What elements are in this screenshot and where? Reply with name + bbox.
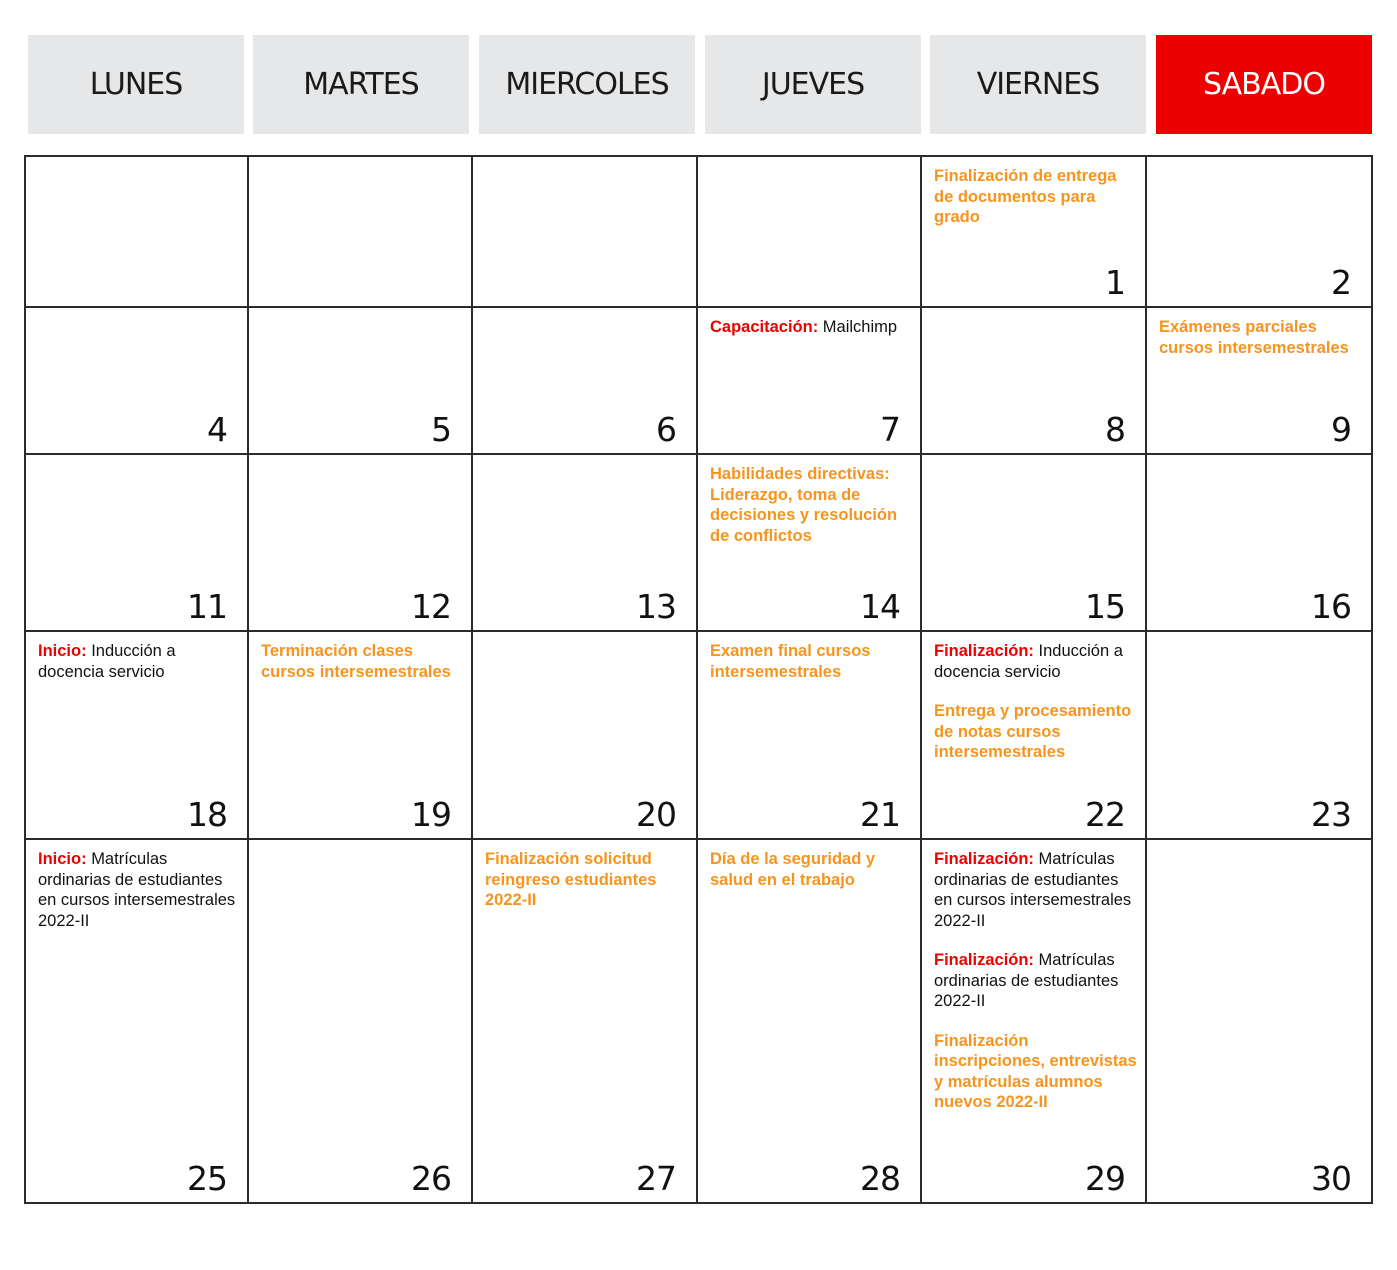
- day-cell-empty[interactable]: [698, 155, 922, 308]
- event-text: Finalización de entrega de documentos para grado: [934, 167, 1117, 226]
- day-number: 9: [1331, 410, 1351, 449]
- calendar-event: [710, 464, 912, 546]
- day-cell-empty[interactable]: [249, 155, 473, 308]
- event-text: Inducción a docencia servicio: [934, 642, 1123, 681]
- event-list: [710, 317, 912, 357]
- day-number: 23: [1311, 795, 1351, 834]
- event-text: Matrículas ordinarias de estudiantes en cursos intersemestrales 2022-II: [38, 850, 236, 930]
- day-cell-18[interactable]: [24, 632, 249, 840]
- day-number: 26: [411, 1159, 451, 1198]
- event-label: Finalización:: [934, 951, 1034, 969]
- calendar-event: [485, 849, 688, 911]
- calendar-event: [38, 641, 239, 682]
- calendar-event: [934, 950, 1137, 1012]
- day-cell-14[interactable]: [698, 455, 922, 632]
- event-label: Finalización:: [934, 642, 1034, 660]
- event-list: [710, 641, 912, 701]
- day-cell-20[interactable]: [473, 632, 698, 840]
- day-cell-29[interactable]: [922, 840, 1147, 1204]
- event-text: Finalización inscripciones, entrevistas y matrículas alumnos nuevos 2022-II: [934, 1031, 1137, 1111]
- event-text: Exámenes parciales cursos intersemestrales: [1159, 318, 1349, 357]
- day-cell-2[interactable]: [1147, 155, 1373, 308]
- calendar-event: [934, 849, 1137, 931]
- day-number: 27: [636, 1159, 676, 1198]
- calendar-event: [934, 1031, 1137, 1113]
- day-number: 15: [1085, 587, 1125, 626]
- weekday-viernes: VIERNES: [930, 35, 1146, 134]
- day-cell-15[interactable]: [922, 455, 1147, 632]
- day-number: 1: [1105, 263, 1125, 302]
- day-number: 20: [636, 795, 676, 834]
- weekday-martes: MARTES: [253, 35, 469, 134]
- day-cell-8[interactable]: [922, 308, 1147, 455]
- day-number: 16: [1311, 587, 1351, 626]
- weekday-jueves: JUEVES: [705, 35, 921, 134]
- day-cell-27[interactable]: [473, 840, 698, 1204]
- day-cell-4[interactable]: [24, 308, 249, 455]
- day-number: 4: [207, 410, 227, 449]
- event-text: Terminación clases cursos intersemestrales: [261, 642, 451, 681]
- event-text: Examen final cursos intersemestrales: [710, 642, 871, 681]
- day-cell-22[interactable]: [922, 632, 1147, 840]
- event-text: Inducción a docencia servicio: [38, 642, 176, 681]
- day-cell-5[interactable]: [249, 308, 473, 455]
- event-label: Inicio:: [38, 850, 87, 868]
- event-list: [710, 464, 912, 565]
- day-cell-11[interactable]: [24, 455, 249, 632]
- day-cell-16[interactable]: [1147, 455, 1373, 632]
- day-number: 11: [187, 587, 227, 626]
- day-number: 30: [1311, 1159, 1351, 1198]
- calendar-event: [710, 641, 912, 682]
- event-text: Día de la seguridad y salud en el trabajo: [710, 850, 876, 889]
- event-text: Matrículas ordinarias de estudiantes en cursos intersemestrales 2022-II: [934, 850, 1132, 930]
- event-label: Finalización:: [934, 850, 1034, 868]
- day-number: 18: [187, 795, 227, 834]
- day-number: 6: [656, 410, 676, 449]
- calendar-grid: [24, 155, 1373, 1204]
- event-list: [934, 641, 1137, 782]
- event-list: [38, 641, 239, 701]
- event-list: [934, 849, 1137, 1132]
- calendar-event: [934, 166, 1137, 228]
- day-number: 28: [860, 1159, 900, 1198]
- event-label: Capacitación:: [710, 318, 819, 336]
- calendar-event: [934, 701, 1137, 763]
- day-cell-26[interactable]: [249, 840, 473, 1204]
- event-list: [710, 849, 912, 909]
- day-cell-12[interactable]: [249, 455, 473, 632]
- day-cell-1[interactable]: [922, 155, 1147, 308]
- day-number: 7: [880, 410, 900, 449]
- event-list: [934, 166, 1137, 247]
- day-cell-30[interactable]: [1147, 840, 1373, 1204]
- day-number: 22: [1085, 795, 1125, 834]
- weekday-header: [0, 0, 1397, 140]
- event-text: Finalización solicitud reingreso estudiantes 2022-II: [485, 850, 657, 909]
- day-number: 25: [187, 1159, 227, 1198]
- calendar-event: [1159, 317, 1363, 358]
- day-number: 12: [411, 587, 451, 626]
- day-number: 19: [411, 795, 451, 834]
- day-number: 8: [1105, 410, 1125, 449]
- event-text: Matrículas ordinarias de estudiantes 2022-II: [934, 951, 1119, 1010]
- day-cell-28[interactable]: [698, 840, 922, 1204]
- day-cell-empty[interactable]: [24, 155, 249, 308]
- event-list: [1159, 317, 1363, 377]
- calendar-event: [710, 317, 912, 338]
- day-number: 13: [636, 587, 676, 626]
- day-cell-21[interactable]: [698, 632, 922, 840]
- day-number: 5: [431, 410, 451, 449]
- weekday-miercoles: MIERCOLES: [479, 35, 695, 134]
- weekday-lunes: LUNES: [28, 35, 244, 134]
- event-label: Inicio:: [38, 642, 87, 660]
- day-cell-25[interactable]: [24, 840, 249, 1204]
- day-number: 21: [860, 795, 900, 834]
- day-cell-9[interactable]: [1147, 308, 1373, 455]
- day-number: 29: [1085, 1159, 1125, 1198]
- event-text: Habilidades directivas: Liderazgo, toma de decisiones y resolución de conflictos: [710, 465, 898, 545]
- day-cell-7[interactable]: [698, 308, 922, 455]
- day-number: 14: [860, 587, 900, 626]
- weekday-sabado: SABADO: [1156, 35, 1372, 134]
- calendar-event: [38, 849, 239, 931]
- event-list: [485, 849, 688, 930]
- event-text: Entrega y procesamiento de notas cursos intersemestrales: [934, 702, 1132, 761]
- event-list: [261, 641, 463, 701]
- event-list: [38, 849, 239, 950]
- day-cell-6[interactable]: [473, 308, 698, 455]
- calendar-event: [934, 641, 1137, 682]
- day-number: 2: [1331, 263, 1351, 302]
- day-cell-23[interactable]: [1147, 632, 1373, 840]
- day-cell-empty[interactable]: [473, 155, 698, 308]
- event-text: Mailchimp: [822, 318, 898, 336]
- day-cell-13[interactable]: [473, 455, 698, 632]
- calendar-event: [710, 849, 912, 890]
- day-cell-19[interactable]: [249, 632, 473, 840]
- calendar-event: [261, 641, 463, 682]
